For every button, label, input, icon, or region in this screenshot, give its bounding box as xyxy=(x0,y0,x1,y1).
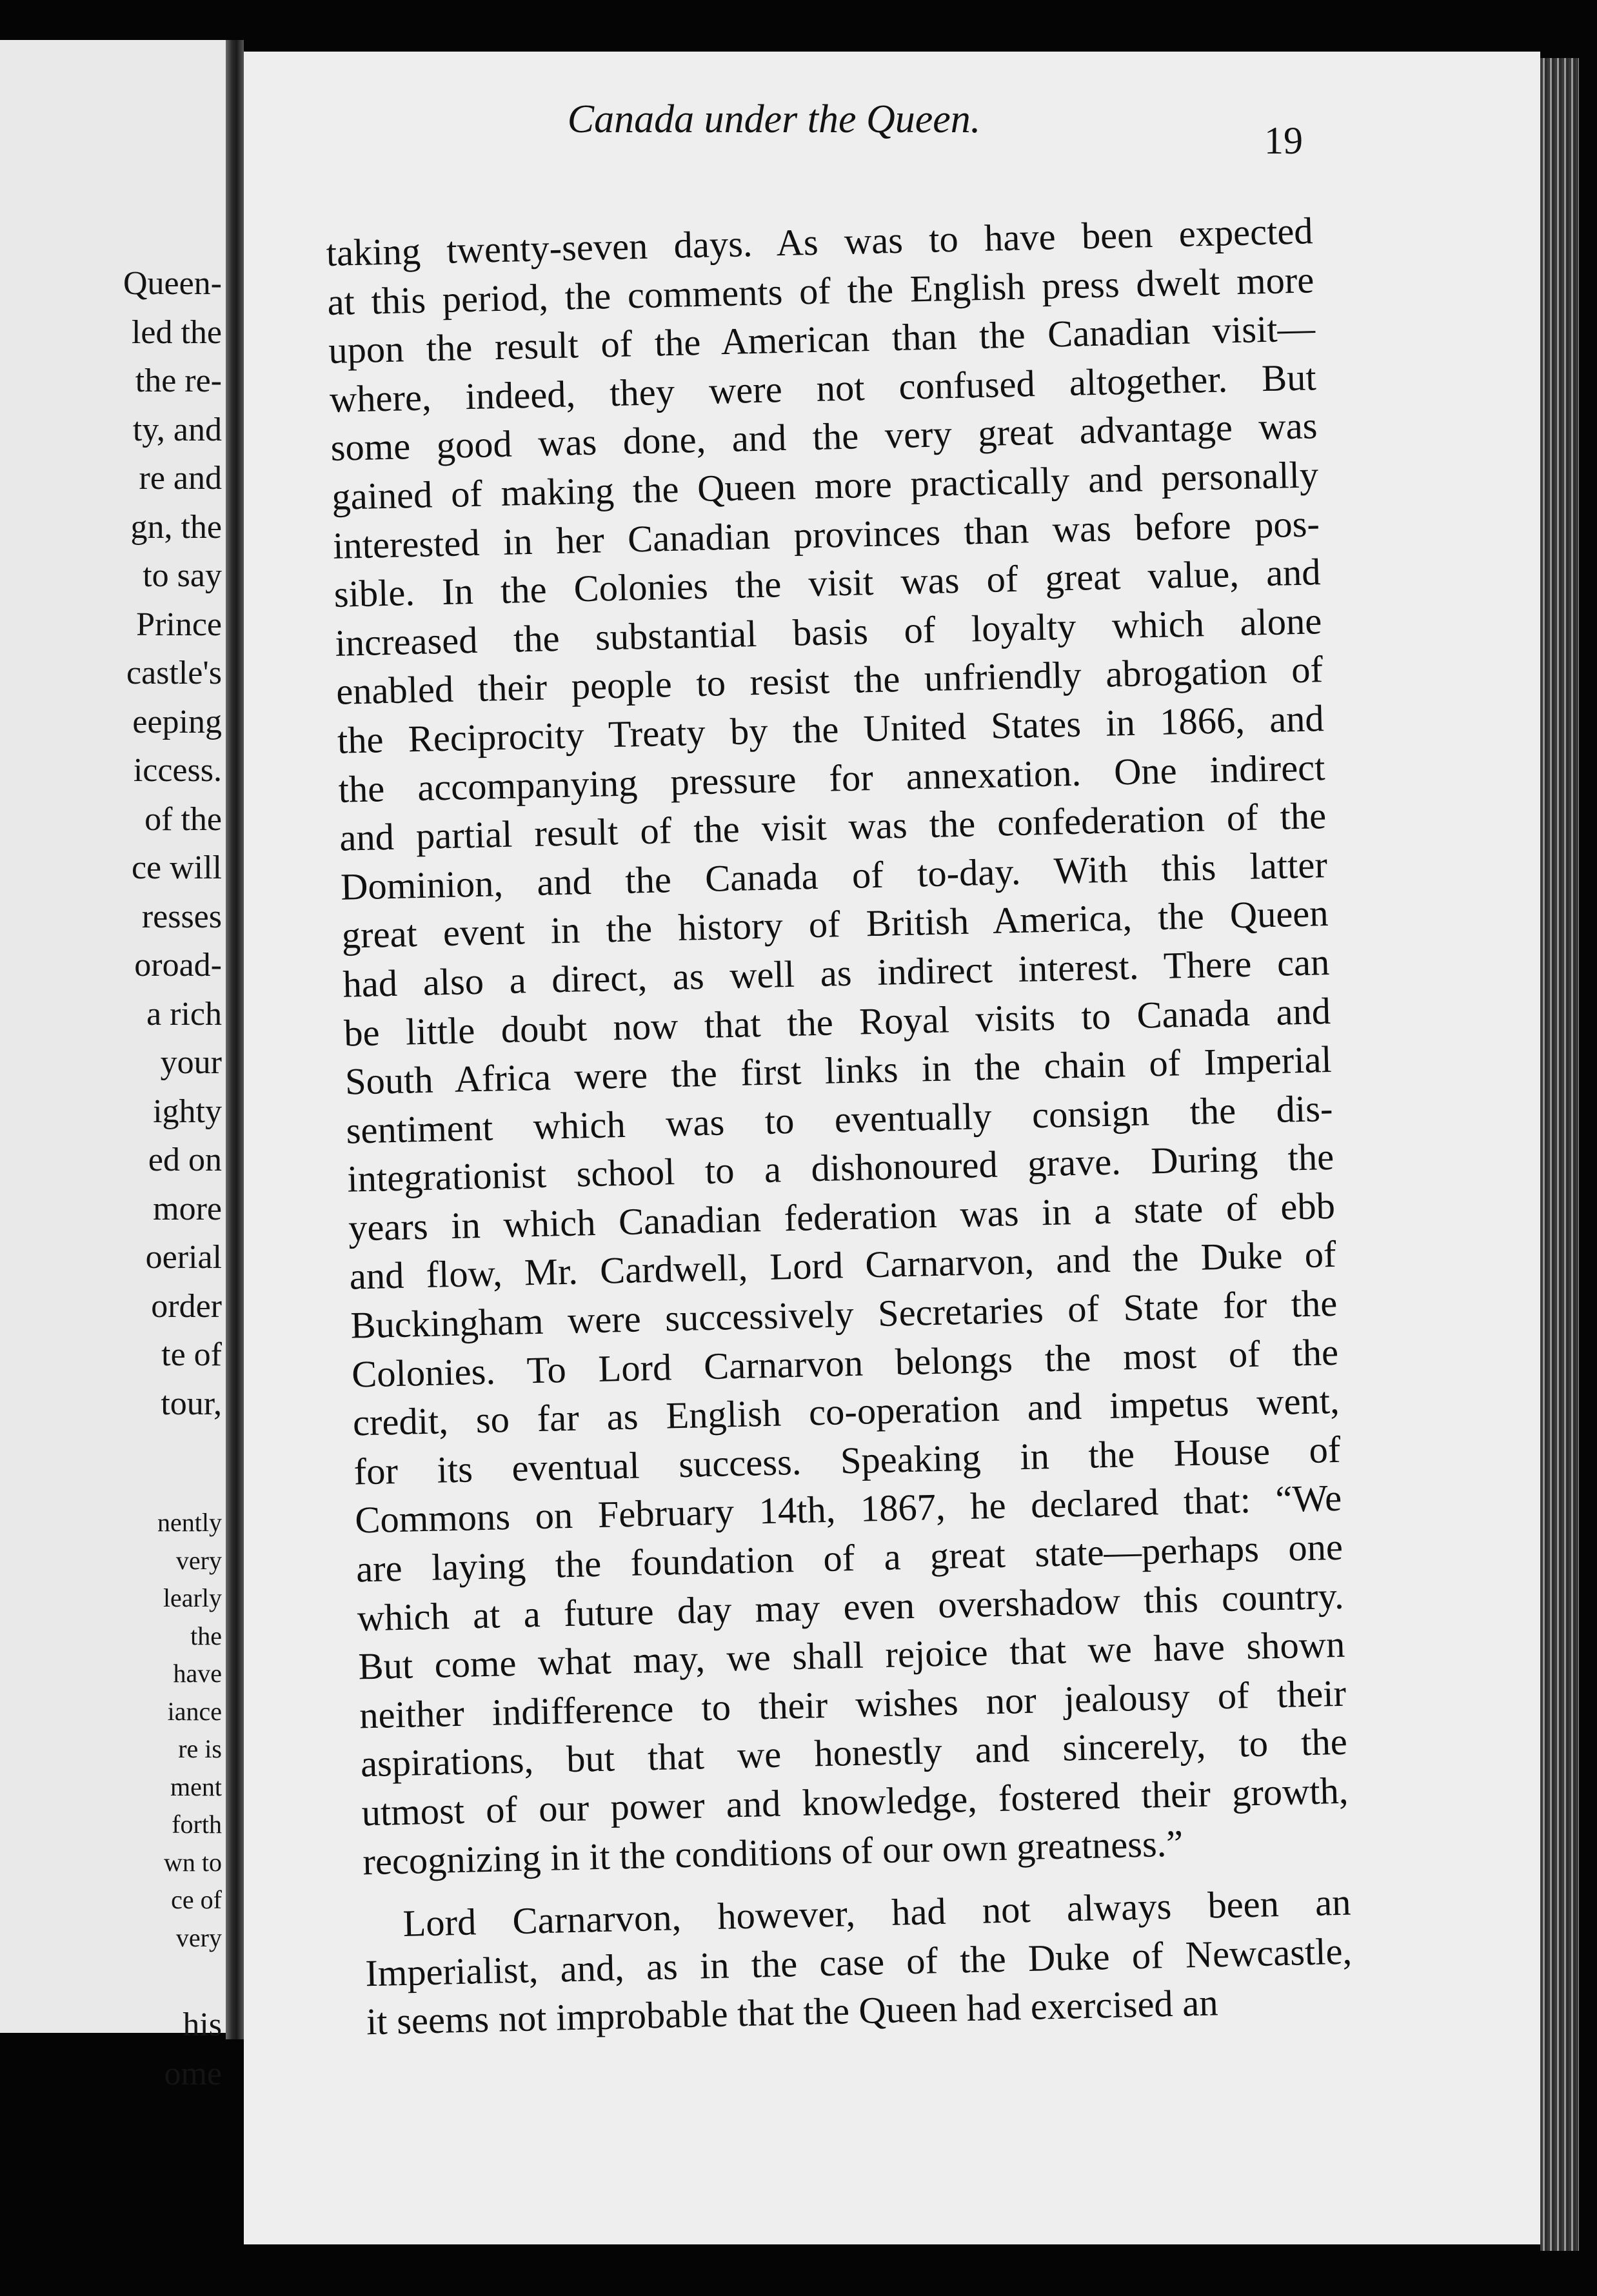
running-head: Canada under the Queen. xyxy=(567,97,981,141)
text-line: Dominion, and the Canada of to-day. With this latter xyxy=(340,843,1328,908)
text-line: sentiment which was to eventually consign the dis- xyxy=(345,1087,1334,1152)
text-line: Commons on February 14th, 1867, he declared that: “We xyxy=(354,1477,1342,1541)
left-page-line: oerial xyxy=(145,1239,222,1276)
left-page-line: te of xyxy=(161,1336,222,1373)
left-page-line: castle's xyxy=(126,655,222,691)
text-line: interested in her Canadian provinces than was before pos- xyxy=(332,502,1320,567)
left-page-line: Queen- xyxy=(123,265,222,302)
text-line: some good was done, and the very great advantage was xyxy=(330,404,1318,470)
left-page-line: ighty xyxy=(153,1093,222,1130)
text-line: credit, so far as English co-operation and impetus went, xyxy=(352,1380,1340,1444)
left-page-line: the xyxy=(190,1621,222,1650)
left-page-line: ment xyxy=(170,1772,222,1801)
left-page-line: iccess. xyxy=(133,752,222,789)
text-line: gained of making the Queen more practically and personally xyxy=(331,453,1319,518)
left-page-line: order xyxy=(151,1287,222,1325)
left-page-line: tour, xyxy=(161,1385,222,1422)
text-line: years in which Canadian federation was in a state of ebb xyxy=(348,1184,1336,1249)
left-page-line: re and xyxy=(139,460,222,497)
left-page-line: of the xyxy=(144,800,222,838)
text-line: the accompanying pressure for annexation. One indirect xyxy=(337,746,1326,811)
left-page-text-lower xyxy=(157,1504,222,1957)
left-page-line: very xyxy=(175,1923,222,1952)
text-line: upon the result of the American than the Canadian visit— xyxy=(328,307,1316,372)
text-line: Lord Carnarvon, however, had not always been an xyxy=(402,1881,1352,1945)
left-page-line: nently xyxy=(157,1508,222,1537)
left-page-line: oroad- xyxy=(134,947,222,984)
paragraph-1 xyxy=(326,206,1350,1886)
text-line: Imperialist, and, as in the case of the Duke of Newcastle, xyxy=(364,1930,1353,1995)
left-page-line: ce will xyxy=(131,849,222,886)
text-line: South Africa were the first links in the chain of Imperial xyxy=(344,1038,1333,1103)
text-line: But come what may, we shall rejoice that we have shown xyxy=(357,1623,1345,1688)
text-line: for its eventual success. Speaking in the House of xyxy=(353,1428,1342,1493)
left-page-line: ty, and xyxy=(132,411,222,448)
text-line: enabled their people to resist the unfriendly abrogation of xyxy=(335,648,1324,713)
left-page-line: have xyxy=(173,1659,222,1688)
left-page-line: gn, the xyxy=(130,508,222,546)
left-page-line: a rich xyxy=(146,995,222,1033)
left-page-line: your xyxy=(160,1044,222,1081)
text-line: which at a future day may even overshadow this country. xyxy=(357,1574,1345,1639)
text-line: aspirations, but that we honestly and sincerely, to the xyxy=(360,1721,1348,1785)
left-page-line: led the xyxy=(131,313,222,351)
text-line: neither indifference to their wishes nor jealousy of their xyxy=(359,1672,1347,1737)
text-line: Colonies. To Lord Carnarvon belongs the most of the xyxy=(351,1331,1339,1396)
left-page-line: re is xyxy=(178,1734,222,1763)
left-page-line: learly xyxy=(163,1583,222,1612)
page-number: 19 xyxy=(1264,119,1303,162)
left-page-line: his xyxy=(183,2006,222,2043)
text-line: where, indeed, they were not confused altogether. But xyxy=(329,356,1317,421)
left-page-text-bottom xyxy=(164,2001,222,2098)
text-line: and flow, Mr. Cardwell, Lord Carnarvon, and the Duke of xyxy=(349,1233,1337,1298)
text-line: and partial result of the visit was the confederation of the xyxy=(339,795,1327,859)
text-line: be little doubt now that the Royal visits to Canada and xyxy=(343,989,1331,1054)
left-page-line: ed on xyxy=(148,1142,222,1178)
text-line: great event in the history of British America, the Queen xyxy=(341,892,1329,957)
left-page-line: very xyxy=(175,1545,222,1575)
left-page-line: the re- xyxy=(135,362,222,399)
left-page-line: resses xyxy=(141,898,222,935)
text-line: taking twenty-seven days. As was to have been expected xyxy=(326,210,1314,274)
text-line: increased the substantial basis of loyalty which alone xyxy=(334,599,1322,664)
left-page-line: wn to xyxy=(164,1847,222,1877)
left-page-line: more xyxy=(153,1190,222,1227)
text-line: at this period, the comments of the English press dwelt more xyxy=(326,258,1314,323)
body-text xyxy=(326,206,1354,2046)
left-page-line: to say xyxy=(143,557,222,594)
text-line: integrationist school to a dishonoured grave. During the xyxy=(346,1136,1334,1200)
left-page-text-upper xyxy=(123,259,222,1428)
text-line: it seems not improbable that the Queen had exercised an xyxy=(366,1981,1219,2043)
text-line: are laying the foundation of a great state—perhaps one xyxy=(355,1525,1344,1590)
text-line: the Reciprocity Treaty by the United States in 1866, and xyxy=(337,697,1325,762)
text-line: utmost of our power and knowledge, fostered their growth, xyxy=(361,1769,1349,1834)
page-edges xyxy=(1540,58,1579,2251)
left-page-fragment xyxy=(0,40,227,2092)
left-page-line: eeping xyxy=(132,703,222,740)
text-line: Buckingham were successively Secretaries of State for the xyxy=(350,1282,1338,1347)
paragraph-2 xyxy=(364,1878,1354,2046)
book-gutter xyxy=(226,40,244,2039)
text-line: recognizing in it the conditions of our own greatness.” xyxy=(362,1822,1184,1883)
text-line: sible. In the Colonies the visit was of great value, and xyxy=(333,551,1322,616)
left-page-line: ce of xyxy=(171,1885,222,1914)
left-page-line: ome xyxy=(164,2055,222,2092)
left-page-line: forth xyxy=(172,1810,222,1839)
left-page-line: Prince xyxy=(136,606,222,643)
left-page-line: iance xyxy=(167,1696,222,1726)
text-line: had also a direct, as well as indirect interest. There can xyxy=(342,940,1330,1005)
